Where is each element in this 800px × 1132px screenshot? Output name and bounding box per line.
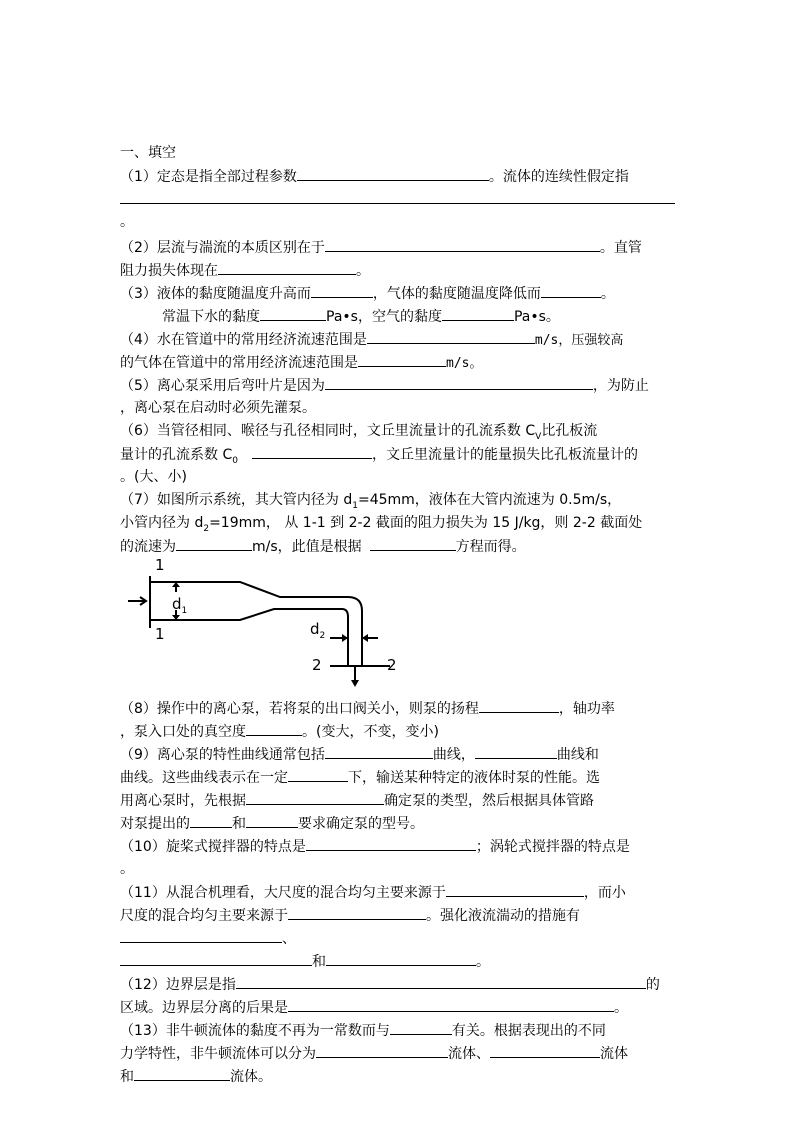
answer-blank[interactable] (236, 973, 646, 989)
section-label-1-bottom: 1 (155, 625, 165, 643)
question-11-line-2: 尺度的混合均匀主要来源于 。强化液流湍动的措施有 (120, 904, 690, 927)
question-8-line-1: （8）操作中的离心泵，若将泵的出口阀关小，则泵的扬程 ，轴功率 (120, 697, 690, 720)
question-7-line-3: 的流速为 m/s，此值是根据 方程而得。 (120, 535, 690, 558)
answer-blank[interactable] (325, 743, 433, 759)
section-label-2-left: 2 (312, 656, 322, 674)
section-title: 一、填空 (120, 145, 176, 161)
question-13-line-3: 和 流体。 (120, 1065, 690, 1088)
question-12-line-1: （12）边界层是指 的 (120, 973, 690, 996)
answer-blank[interactable] (326, 950, 476, 966)
question-5-line-2: ，离心泵在启动时必须先灌泵。 (120, 400, 316, 416)
question-9-line-3: 用离心泵时，先根据 确定泵的类型，然后根据具体管路 (120, 789, 690, 812)
question-4-line-2: 的气体在管道中的常用经济流速范围是 m/s。 (120, 351, 690, 374)
diameter-label-d1: $d_1$ (172, 595, 188, 616)
answer-blank[interactable] (325, 236, 600, 252)
question-7-line-1: （7）如图所示系统，其大管内径为 $d_1=45mm$，液体在大管内流速为 0.5m/s， (120, 492, 622, 511)
question-2-line-2: 阻力损失体现在 。 (120, 259, 690, 282)
answer-blank[interactable] (252, 443, 372, 459)
answer-blank[interactable] (176, 535, 252, 551)
answer-blank[interactable] (311, 282, 373, 298)
answer-blank[interactable] (134, 1065, 230, 1081)
question-4-line-1: （4）水在管道中的常用经济流速范围是 m/s，压强较高 (120, 328, 690, 351)
question-6-line-3: 。(大、小) (120, 469, 187, 485)
diameter-label-d2: $d_2$ (310, 620, 326, 641)
question-11-line-3: 、 (120, 927, 690, 950)
answer-blank[interactable] (260, 305, 326, 321)
question-8-line-2: ，泵入口处的真空度 。(变大，不变，变小) (120, 720, 690, 743)
question-6-line-1: （6）当管径相同、喉径与孔径相同时，文丘里流量计的孔流系数 $C_V$比孔板流 (120, 423, 598, 442)
answer-blank[interactable] (325, 374, 593, 390)
answer-blank[interactable] (246, 812, 298, 828)
question-10-line-2: 。 (120, 861, 134, 877)
answer-blank[interactable] (120, 188, 675, 204)
answer-blank[interactable] (490, 1042, 600, 1058)
answer-blank[interactable] (367, 328, 535, 344)
answer-blank[interactable] (190, 812, 232, 828)
answer-blank[interactable] (358, 351, 446, 367)
answer-blank[interactable] (446, 881, 584, 897)
question-1-line-2 (120, 188, 690, 211)
page (120, 142, 690, 1088)
answer-blank[interactable] (316, 1042, 448, 1058)
answer-blank[interactable] (370, 535, 456, 551)
question-11-line-1: （11）从混合机理看，大尺度的混合均匀主要来源于 ，而小 (120, 881, 690, 904)
question-3-line-2: 常温下水的黏度 Pa•s，空气的黏度 Pa•s。 (120, 305, 690, 328)
answer-blank[interactable] (297, 165, 489, 181)
answer-blank[interactable] (120, 950, 312, 966)
pipe-diagram (122, 556, 412, 693)
answer-blank[interactable] (479, 697, 559, 713)
question-3-line-1: （3）液体的黏度随温度升高而 ，气体的黏度随温度降低而 。 (120, 282, 690, 305)
section-label-2-right: 2 (387, 656, 397, 674)
answer-blank[interactable] (306, 835, 476, 851)
question-9-line-4: 对泵提出的 和 要求确定泵的型号。 (120, 812, 690, 835)
question-9-line-1: （9）离心泵的特性曲线通常包括 曲线， 曲线和 (120, 743, 690, 766)
answer-blank[interactable] (218, 259, 356, 275)
question-10-line-1: （10）旋桨式搅拌器的特点是 ；涡轮式搅拌器的特点是 (120, 835, 690, 858)
question-7-line-2: 小管内径为 $d_2=19mm$， 从 1-1 到 2-2 截面的阻力损失为 15 J/kg，则 2-2 截面处 (120, 515, 643, 534)
question-5-line-1: （5）离心泵采用后弯叶片是因为 ，为防止 (120, 374, 690, 397)
answer-blank[interactable] (246, 720, 302, 736)
question-6-line-2: 量计的孔流系数 $C_0$ ，文丘里流量计的能量损失比孔板流量计的 (120, 443, 690, 466)
question-13-line-2: 力学特性，非牛顿流体可以分为 流体、 流体 (120, 1042, 690, 1065)
answer-blank[interactable] (288, 904, 426, 920)
question-9-line-2: 曲线。这些曲线表示在一定 下，输送某种特定的液体时泵的性能。选 (120, 766, 690, 789)
question-12-line-2: 区域。边界层分离的后果是 。 (120, 996, 690, 1019)
answer-blank[interactable] (390, 1019, 452, 1035)
question-1-line-1: （1）定态是指全部过程参数 。流体的连续性假定指 (120, 165, 690, 188)
answer-blank[interactable] (246, 789, 384, 805)
answer-blank[interactable] (475, 743, 557, 759)
pipe-drawing (122, 568, 412, 693)
section-label-1-top: 1 (155, 556, 165, 574)
question-11-line-4: 和 。 (120, 950, 690, 973)
answer-blank[interactable] (288, 996, 614, 1012)
answer-blank[interactable] (120, 927, 282, 943)
answer-blank[interactable] (442, 305, 514, 321)
question-13-line-1: （13）非牛顿流体的黏度不再为一常数而与 有关。根据表现出的不同 (120, 1019, 690, 1042)
question-2-line-1: （2）层流与湍流的本质区别在于 。直管 (120, 236, 690, 259)
answer-blank[interactable] (288, 766, 348, 782)
question-1-line-3: 。 (120, 214, 134, 230)
answer-blank[interactable] (541, 282, 601, 298)
